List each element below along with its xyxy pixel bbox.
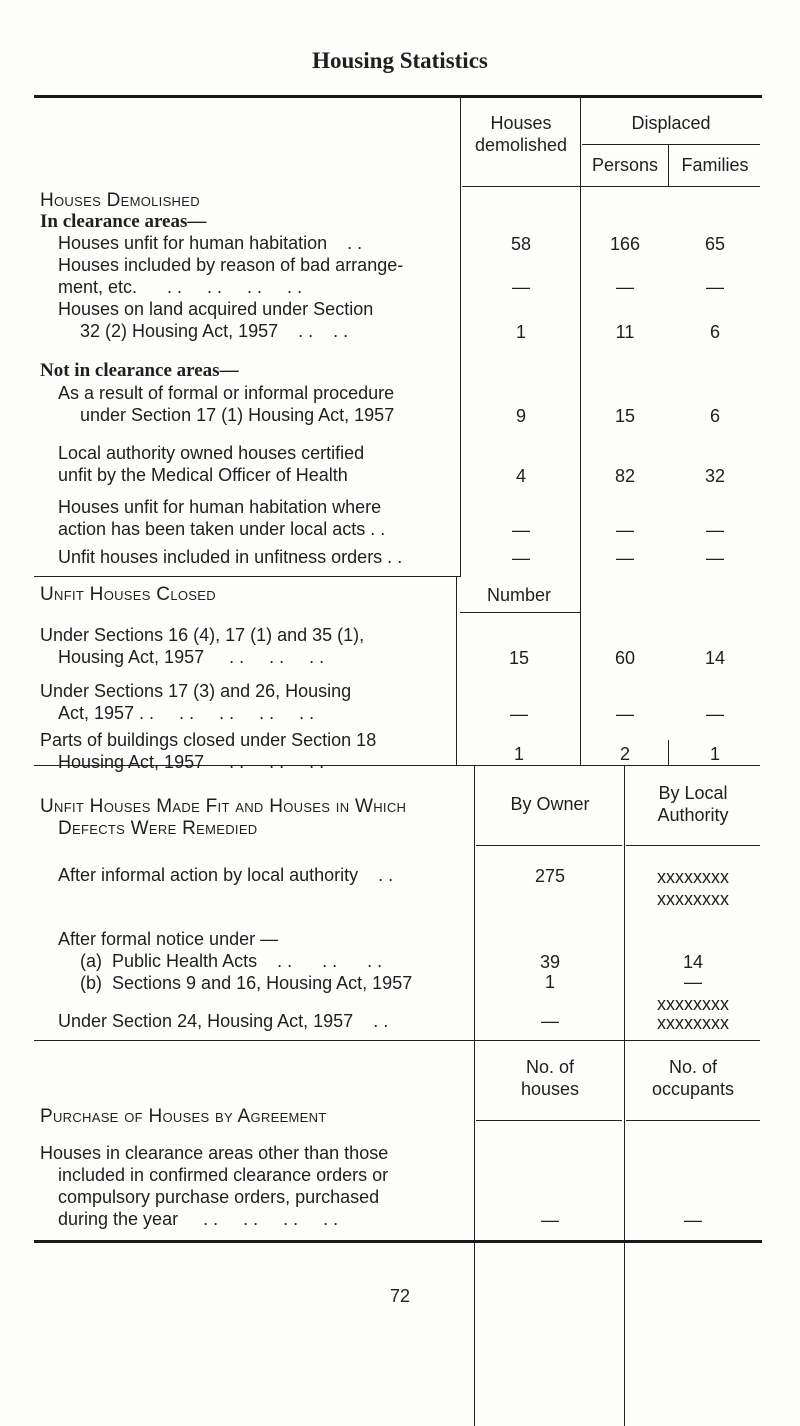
row-land-acquired-families: 6 xyxy=(709,322,720,342)
row-formal-procedure-demolished: 9 xyxy=(515,406,526,426)
rule-h-section4 xyxy=(34,1040,760,1041)
row-s16-families: 14 xyxy=(704,648,726,668)
row-bad-arrangement-label-1: Houses included by reason of bad arrange- xyxy=(58,255,404,275)
header-displaced: Displaced xyxy=(631,113,711,133)
row-la-owned-label-2: unfit by the Medical Officer of Health xyxy=(58,465,348,485)
row-land-acquired-label-2: 32 (2) Housing Act, 1957 . . . . xyxy=(80,321,349,341)
bottom-rule xyxy=(34,1240,762,1243)
rule-h-header-bottom xyxy=(462,186,760,187)
header-number: Number xyxy=(486,585,552,605)
row-s18-families: 1 xyxy=(709,744,720,764)
header-no-occupants-2: occupants xyxy=(651,1079,735,1099)
row-la-owned-families: 32 xyxy=(704,466,726,486)
row-la-owned-label-1: Local authority owned houses certified xyxy=(58,443,365,463)
rule-h-displaced-under xyxy=(582,144,760,145)
page-title: Housing Statistics xyxy=(312,48,488,73)
row-s9-label: (b) Sections 9 and 16, Housing Act, 1957 xyxy=(80,973,413,993)
row-local-acts-persons: — xyxy=(616,520,634,540)
row-s17-families: — xyxy=(706,704,724,724)
row-local-acts-families: — xyxy=(706,520,724,540)
row-la-owned-demolished: 4 xyxy=(515,466,526,486)
row-land-acquired-demolished: 1 xyxy=(515,322,526,342)
header-families: Families xyxy=(681,155,749,175)
row-s16-persons: 60 xyxy=(614,648,636,668)
header-houses-demolished-1: Houses xyxy=(490,113,552,133)
row-bad-arrangement-demolished: — xyxy=(512,277,530,297)
row-unfitness-orders-label: Unfit houses included in unfitness orders . . xyxy=(58,547,403,567)
row-s16-label-1: Under Sections 16 (4), 17 (1) and 35 (1), xyxy=(40,625,365,645)
row-purchase-houses: — xyxy=(541,1210,559,1230)
rule-v-local-left xyxy=(624,766,625,1426)
row-formal-notice-title: After formal notice under — xyxy=(58,929,279,949)
row-formal-procedure-label-1: As a result of formal or informal procedure xyxy=(58,383,395,403)
row-bad-arrangement-persons: — xyxy=(616,277,634,297)
rule-v-demolished-left xyxy=(460,97,461,577)
header-no-houses-1: No. of xyxy=(525,1057,575,1077)
row-s18-number: 1 xyxy=(513,744,524,764)
row-informal-local-2: xxxxxxxx xyxy=(657,889,729,909)
rule-h-owner-under xyxy=(476,845,622,846)
section-unfit-houses-closed: Unfit Houses Closed xyxy=(40,584,216,605)
header-no-occupants-1: No. of xyxy=(668,1057,718,1077)
row-s16-number: 15 xyxy=(508,648,530,668)
header-by-owner: By Owner xyxy=(510,794,590,814)
row-s17-number: — xyxy=(510,704,528,724)
row-informal-owner: 275 xyxy=(534,866,566,886)
row-unfitness-orders-demolished: — xyxy=(512,548,530,568)
section-made-fit-1: Unfit Houses Made Fit and Houses in Which xyxy=(40,796,407,817)
row-local-acts-label-2: action has been taken under local acts . . xyxy=(58,519,386,539)
header-persons: Persons xyxy=(591,155,659,175)
page-number: 72 xyxy=(389,1286,411,1306)
row-unfit-label: Houses unfit for human habitation . . xyxy=(58,233,363,253)
rule-v-persons-left xyxy=(580,97,581,765)
row-purchase-label-3: compulsory purchase orders, purchased xyxy=(58,1187,380,1207)
row-formal-procedure-persons: 15 xyxy=(614,406,636,426)
rule-v-number-left xyxy=(456,576,457,766)
row-s17-label-1: Under Sections 17 (3) and 26, Housing xyxy=(40,681,352,701)
row-s24-local-1: xxxxxxxx xyxy=(657,994,729,1014)
header-by-local-1: By Local xyxy=(658,783,728,803)
row-s24-label: Under Section 24, Housing Act, 1957 . . xyxy=(58,1011,389,1031)
row-s24-local-2: xxxxxxxx xyxy=(657,1013,729,1033)
row-informal-local-1: xxxxxxxx xyxy=(657,867,729,887)
row-local-acts-demolished: — xyxy=(512,520,530,540)
section-made-fit-2: Defects Were Remedied xyxy=(58,818,258,839)
row-informal-label: After informal action by local authority . . xyxy=(58,865,394,885)
row-land-acquired-persons: 11 xyxy=(615,322,635,342)
row-local-acts-label-1: Houses unfit for human habitation where xyxy=(58,497,382,517)
row-land-acquired-label-1: Houses on land acquired under Section xyxy=(58,299,374,319)
row-s17-persons: — xyxy=(616,704,634,724)
header-houses-demolished-2: demolished xyxy=(474,135,568,155)
rule-v-families2 xyxy=(668,740,669,766)
top-rule xyxy=(34,95,762,98)
row-public-health-local: 14 xyxy=(682,952,704,972)
row-s9-owner: 1 xyxy=(544,972,555,992)
rule-h-number-under xyxy=(460,612,580,613)
row-purchase-occupants: — xyxy=(684,1210,702,1230)
row-s16-label-2: Housing Act, 1957 . . . . . . xyxy=(58,647,325,667)
group-in-clearance: In clearance areas— xyxy=(40,211,207,232)
row-s9-local: — xyxy=(684,972,702,992)
rule-h-local-under xyxy=(626,845,760,846)
row-la-owned-persons: 82 xyxy=(614,466,636,486)
row-s18-label-2: Housing Act, 1957 . . . . . . xyxy=(58,752,325,772)
row-formal-procedure-families: 6 xyxy=(709,406,720,426)
rule-h-nohouses-under xyxy=(476,1120,622,1121)
header-by-local-2: Authority xyxy=(657,805,729,825)
row-public-health-owner: 39 xyxy=(539,952,561,972)
header-no-houses-2: houses xyxy=(520,1079,580,1099)
row-unfit-demolished: 58 xyxy=(510,234,532,254)
row-s17-label-2: Act, 1957 . . . . . . . . . . xyxy=(58,703,315,723)
row-bad-arrangement-label-2: ment, etc. . . . . . . . . xyxy=(58,277,303,297)
row-unfitness-orders-families: — xyxy=(706,548,724,568)
row-s18-label-1: Parts of buildings closed under Section 18 xyxy=(40,730,377,750)
row-s24-owner: — xyxy=(541,1011,559,1031)
row-unfitness-orders-persons: — xyxy=(616,548,634,568)
section-houses-demolished: Houses Demolished xyxy=(40,190,200,211)
rule-v-owner-left xyxy=(474,766,475,1426)
row-purchase-label-4: during the year . . . . . . . . xyxy=(58,1209,339,1229)
row-unfit-persons: 166 xyxy=(609,234,641,254)
row-purchase-label-1: Houses in clearance areas other than those xyxy=(40,1143,389,1163)
group-not-in-clearance: Not in clearance areas— xyxy=(40,360,239,381)
rule-h-section2 xyxy=(34,576,460,577)
row-purchase-label-2: included in confirmed clearance orders or xyxy=(58,1165,389,1185)
rule-v-families-left xyxy=(668,145,669,187)
row-s18-persons: 2 xyxy=(619,744,630,764)
row-unfit-families: 65 xyxy=(704,234,726,254)
row-public-health-label: (a) Public Health Acts . . . . . . xyxy=(80,951,383,971)
row-formal-procedure-label-2: under Section 17 (1) Housing Act, 1957 xyxy=(80,405,395,425)
row-bad-arrangement-families: — xyxy=(706,277,724,297)
rule-h-noocc-under xyxy=(626,1120,760,1121)
section-purchase: Purchase of Houses by Agreement xyxy=(40,1106,327,1127)
